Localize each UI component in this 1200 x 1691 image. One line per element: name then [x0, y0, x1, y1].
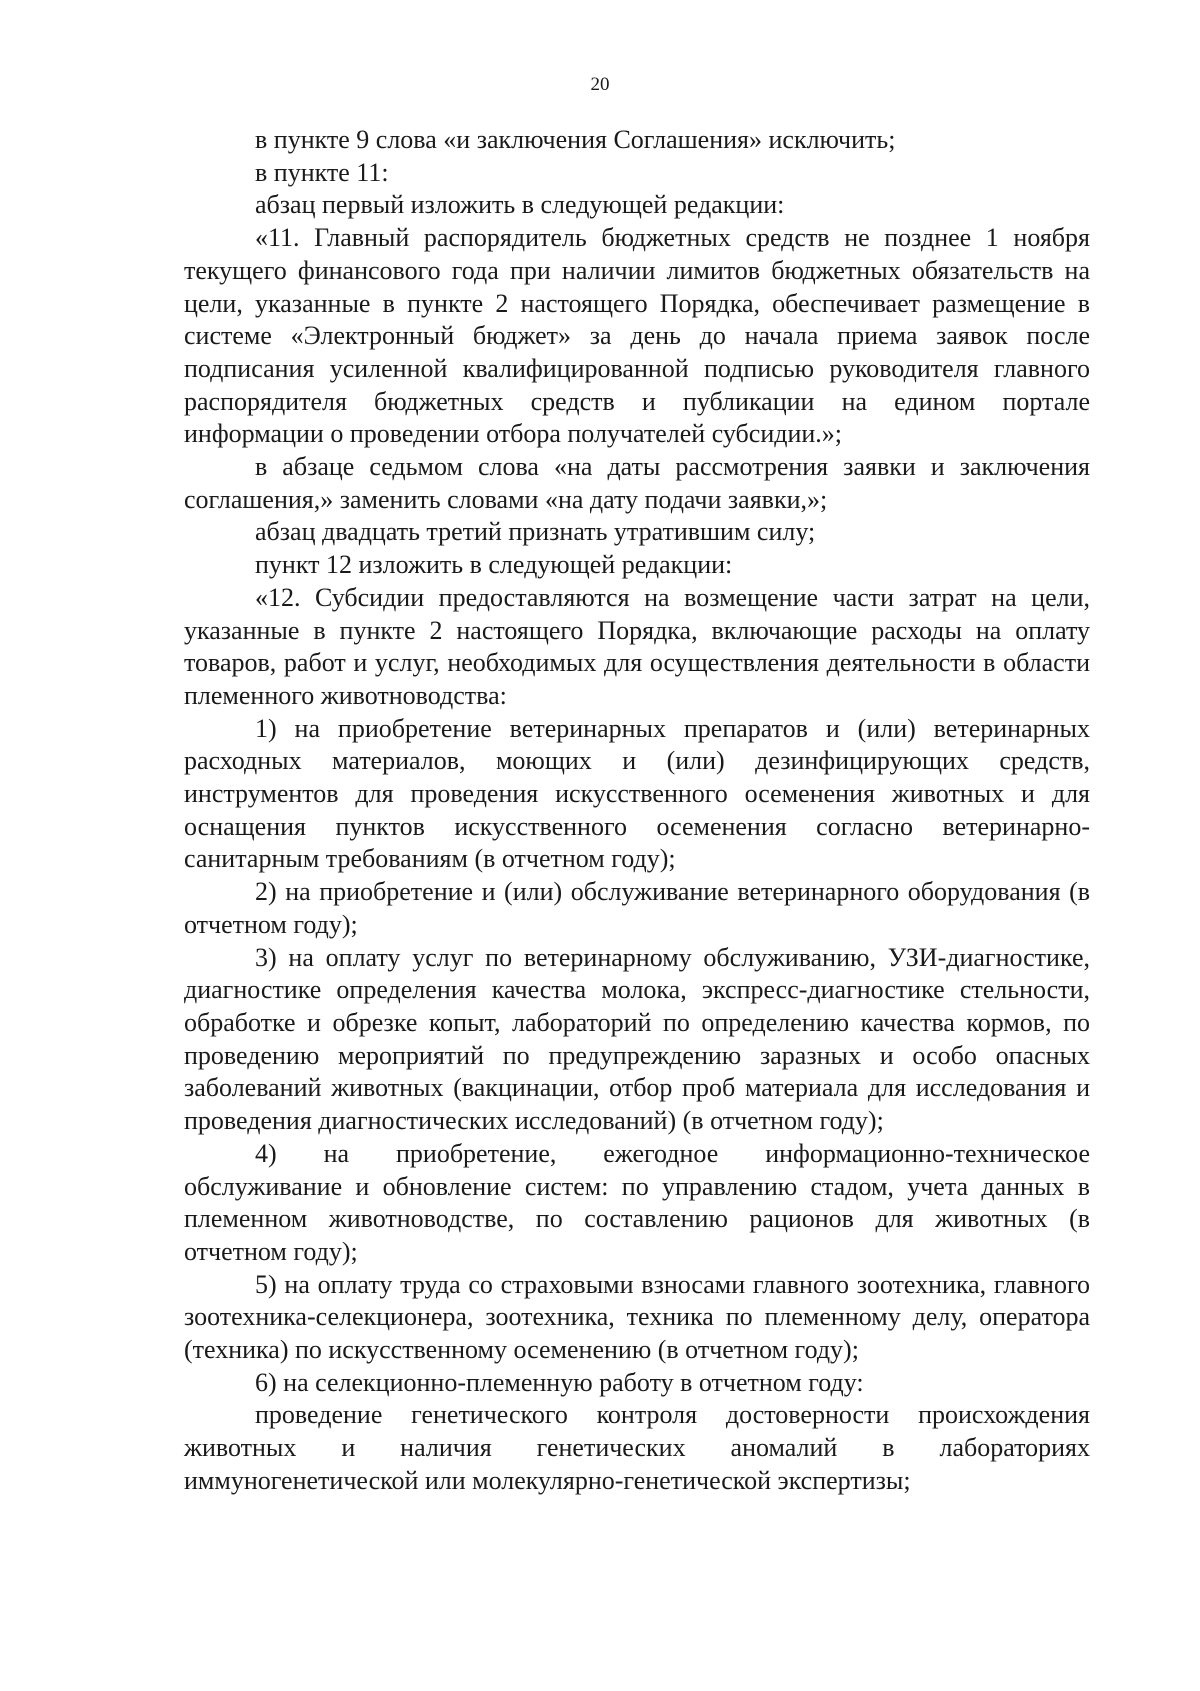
paragraph: в пункте 9 слова «и заключения Соглашения» исключить; — [255, 125, 896, 154]
list-item: 2) на приобретение и (или) обслуживание ветеринарного оборудования (в отчетном году); — [184, 877, 1090, 939]
paragraph: в пункте 11: — [255, 157, 389, 187]
paragraph: в абзаце седьмом слова «на даты рассмотрения заявки и заключения соглашения,» заменить словами «на дату подачи заявки,»; — [184, 452, 1090, 514]
list-item: 6) на селекционно-племенную работу в отчетном году: — [255, 1367, 864, 1397]
paragraph: проведение генетического контроля достоверности происхождения животных и наличия генетических аномалий в лабораториях иммуногенетической или молекулярно-генетической экспертизы; — [184, 1400, 1090, 1495]
page-number: 20 — [590, 74, 610, 95]
paragraph: пункт 12 изложить в следующей редакции: — [255, 550, 733, 580]
list-item: 4) на приобретение, ежегодное информационно-техническое обслуживание и обновление систем: по управлению стадом, учета данных в племенном животноводстве, по составлению рационов для животных (в отчетном году); — [184, 1138, 1090, 1266]
list-item: 3) на оплату услуг по ветеринарному обслуживанию, УЗИ-диагностике, диагностике определения качества молока, экспресс-диагностике стельности, обработке и обрезке копыт, лабораторий по определению качества кормов, по проведению мероприятий по предупреждению заразных и особо опасных заболеваний животных (вакцинации, отбор проб материала для исследования и проведения диагностических исследований) (в отчетном году); — [184, 942, 1090, 1136]
list-item: 1) на приобретение ветеринарных препаратов и (или) ветеринарных расходных материалов, моющих и (или) дезинфицирующих средств, инструментов для проведения искусственного осеменения животных и для оснащения пунктов искусственного осеменения согласно ветеринарно-санитарным требованиям (в отчетном году); — [184, 713, 1090, 874]
list-item: 5) на оплату труда со страховыми взносами главного зоотехника, главного зоотехника-селекционера, зоотехника, техника по племенному делу, оператора (техника) по искусственному осеменению (в отчетном году); — [184, 1269, 1090, 1365]
paragraph: абзац двадцать третий признать утратившим силу; — [255, 517, 816, 547]
document-body — [184, 124, 1090, 1498]
paragraph: «12. Субсидии предоставляются на возмещение части затрат на цели, указанные в пункте 2 настоящего Порядка, включающие расходы на оплату товаров, работ и услуг, необходимых для осуществления деятельности в области племенного животноводства: — [184, 582, 1090, 710]
paragraph: «11. Главный распорядитель бюджетных средств не позднее 1 ноября текущего финансового года при наличии лимитов бюджетных обязательств на цели, указанные в пункте 2 настоящего Порядка, обеспечивает размещение в системе «Электронный бюджет» за день до начала приема заявок после подписания усиленной квалифицированной подписью руководителя главного распорядителя бюджетных средств и публикации на едином портале информации о проведении отбора получателей субсидии.»; — [184, 223, 1090, 449]
paragraph: абзац первый изложить в следующей редакции: — [255, 190, 785, 220]
